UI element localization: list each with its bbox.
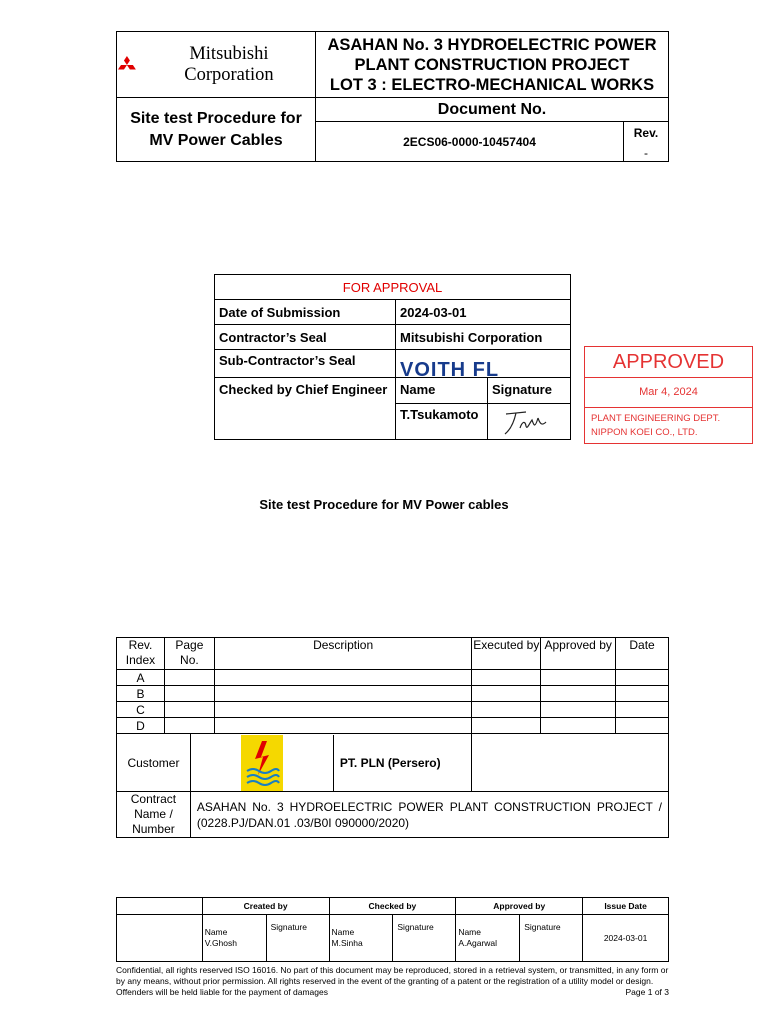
signature-footer-table <box>116 897 669 962</box>
customer-name: PT. PLN (Persero) <box>339 755 441 770</box>
approved-stamp <box>584 346 753 444</box>
document-no-label: Document No. <box>316 98 669 122</box>
revision-table <box>116 637 669 838</box>
col-date: Date <box>616 638 669 670</box>
date-label: Date of Submission <box>215 300 396 325</box>
contractor-value: Mitsubishi Corporation <box>396 325 571 350</box>
checker-signature <box>488 404 571 440</box>
approved-signature: Signature <box>520 915 583 962</box>
rev-cell: Rev. - <box>624 122 669 162</box>
mitsubishi-logo-icon <box>117 56 137 74</box>
subcontractor-label: Sub-Contractor’s Seal <box>215 350 396 378</box>
stamp-title: APPROVED <box>585 347 752 378</box>
procedure-title: Site test Procedure for MV Power Cables <box>117 98 316 162</box>
issue-date-value: 2024-03-01 <box>583 915 669 962</box>
approval-table <box>214 274 571 440</box>
approved-by-header: Approved by <box>456 898 583 915</box>
table-row: C <box>117 702 669 718</box>
checked-signature: Signature <box>393 915 456 962</box>
customer-label: Customer <box>117 734 191 792</box>
document-number: 2ECS06-0000-10457404 <box>316 122 624 162</box>
stamp-org: PLANT ENGINEERING DEPT. NIPPON KOEI CO., LTD. <box>591 413 721 438</box>
table-row: A <box>117 670 669 686</box>
subcontractor-seal <box>396 350 571 378</box>
customer-logo-and-name <box>190 734 471 792</box>
project-title: ASAHAN No. 3 HYDROELECTRIC POWER PLANT CONSTRUCTION PROJECT LOT 3 : ELECTRO-MECHANICAL WORKS <box>316 32 669 98</box>
contractor-label: Contractor’s Seal <box>215 325 396 350</box>
approval-status: FOR APPROVAL <box>215 275 571 300</box>
table-row: B <box>117 686 669 702</box>
col-approved-by: Approved by <box>541 638 616 670</box>
col-executed-by: Executed by <box>472 638 541 670</box>
voith-logo: VOITH FL <box>400 359 500 377</box>
contract-label: Contract Name / Number <box>117 792 191 838</box>
page-number: Page 1 of 3 <box>625 987 669 997</box>
handwritten-signature-icon <box>492 404 552 436</box>
approved-name-cell: Name A.Agarwal <box>456 915 520 962</box>
checked-name-cell: Name M.Sinha <box>329 915 393 962</box>
checker-name: T.Tsukamoto <box>396 404 488 440</box>
issue-date-header: Issue Date <box>583 898 669 915</box>
col-page-no: Page No. <box>164 638 214 670</box>
col-description: Description <box>214 638 472 670</box>
checked-by-header: Checked by <box>329 898 456 915</box>
document-header <box>116 31 669 162</box>
pln-logo-cell <box>191 735 334 791</box>
confidential-notice: Confidential, all rights reserved ISO 16016. No part of this document may be reproduced, stored in a retrieval system, or transmitted, in any form or by any means, without prior permission. All rights reserved in the event of the granting of a patent or the registration of a utility model or design. Offenders will be held liable for the payment of damages Page 1 of 3 <box>116 965 669 997</box>
stamp-date: Mar 4, 2024 <box>585 378 752 408</box>
document-title: Site test Procedure for MV Power cables <box>259 497 509 512</box>
company-name: Mitsubishi Corporation <box>184 43 274 85</box>
checked-label: Checked by Chief Engineer <box>215 378 396 440</box>
name-label: Name <box>396 378 488 404</box>
pln-logo-icon <box>241 735 283 791</box>
signature-label: Signature <box>488 378 571 404</box>
date-value: 2024-03-01 <box>396 300 571 325</box>
table-row: D <box>117 718 669 734</box>
created-by-header: Created by <box>202 898 329 915</box>
col-rev-index: Rev. Index <box>117 638 165 670</box>
created-signature: Signature <box>266 915 329 962</box>
created-name-cell: Name V.Ghosh <box>202 915 266 962</box>
contract-value: ASAHAN No. 3 HYDROELECTRIC POWER PLANT CONSTRUCTION PROJECT / (0228.PJ/DAN.01 .03/B0I 090000/2020) <box>190 792 668 838</box>
company-logo-cell <box>117 32 316 98</box>
